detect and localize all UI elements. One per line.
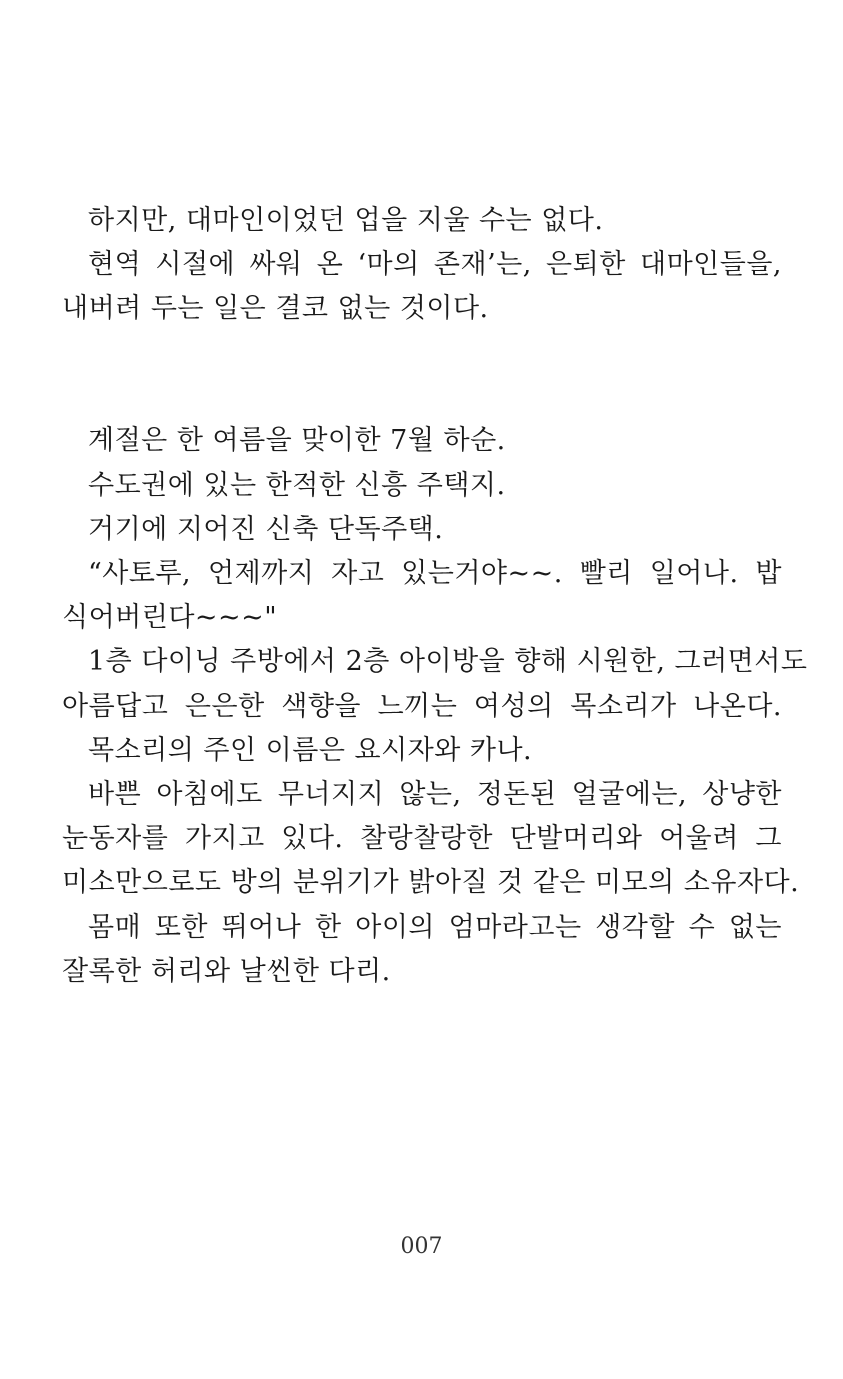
text-line: “사토루, 언제까지 자고 있는거야~~. 빨리 일어나. 밥 [88, 558, 782, 589]
text-line: 계절은 한 여름을 맞이한 7월 하순. [88, 425, 506, 456]
text-line: 내버려 두는 일은 결코 없는 것이다. [62, 293, 489, 324]
text-line: 눈동자를 가지고 있다. 찰랑찰랑한 단발머리와 어울려 그 [62, 823, 782, 854]
text-line: 아름답고 은은한 색향을 느끼는 여성의 목소리가 나온다. [62, 691, 782, 722]
page-number: 007 [400, 1234, 443, 1259]
text-line: 바쁜 아침에도 무너지지 않는, 정돈된 얼굴에는, 상냥한 [88, 779, 782, 810]
text-line: 잘록한 허리와 날씬한 다리. [62, 956, 391, 987]
text-line: 식어버린다~~~" [62, 602, 278, 633]
text-line: 미소만으로도 방의 분위기가 밝아질 것 같은 미모의 소유자다. [62, 867, 800, 898]
text-line: 거기에 지어진 신축 단독주택. [88, 514, 444, 545]
text-line: 하지만, 대마인이었던 업을 지울 수는 없다. [88, 205, 604, 236]
text-line: 1층 다이닝 주방에서 2층 아이방을 향해 시원한, 그러면서도 [88, 646, 808, 677]
text-line: 수도권에 있는 한적한 신흥 주택지. [88, 470, 506, 501]
text-line: 목소리의 주인 이름은 요시자와 카나. [88, 735, 533, 766]
text-line: 몸매 또한 뛰어나 한 아이의 엄마라고는 생각할 수 없는 [88, 912, 782, 943]
text-line: 현역 시절에 싸워 온 ‘마의 존재’는, 은퇴한 대마인들을, [88, 249, 782, 280]
